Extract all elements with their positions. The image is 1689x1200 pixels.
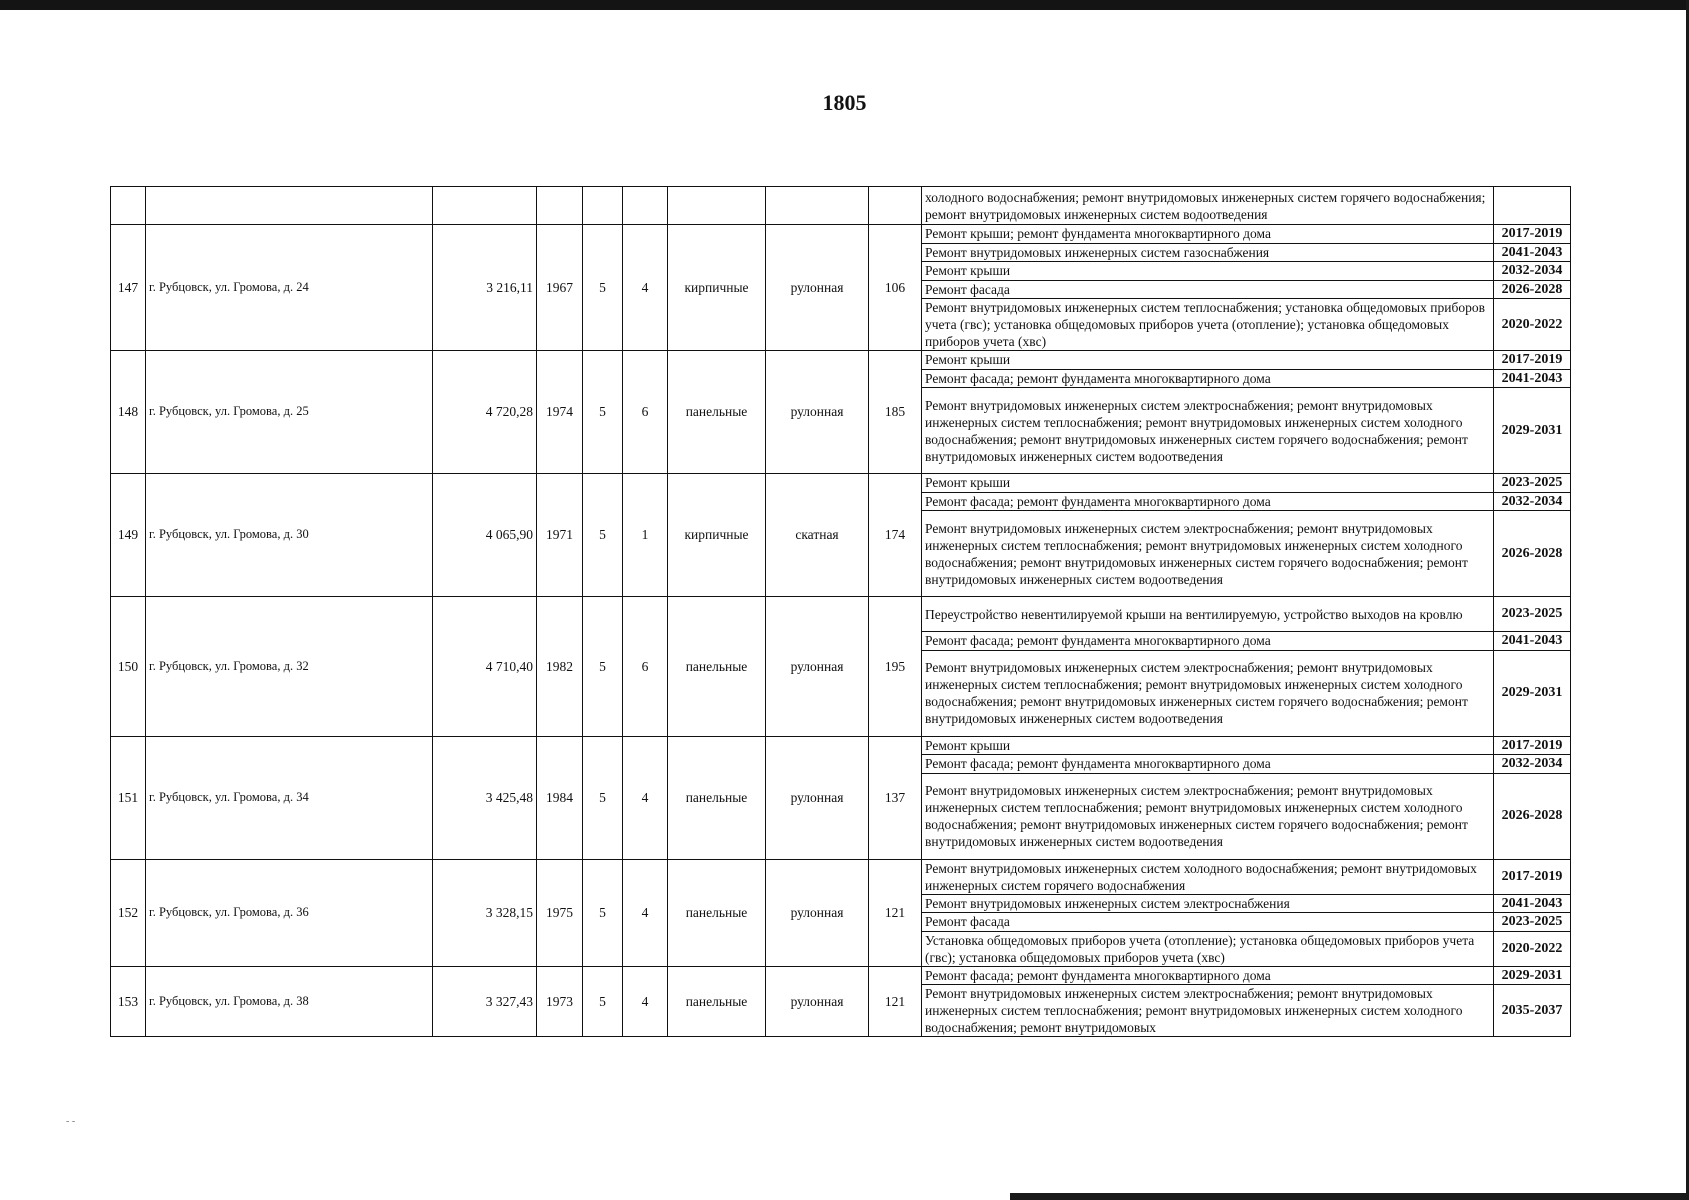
total-area: 3 216,11 bbox=[433, 225, 537, 351]
house-row bbox=[111, 966, 1571, 985]
row-number: 153 bbox=[111, 966, 146, 1037]
floor-count: 5 bbox=[583, 966, 623, 1037]
build-year: 1975 bbox=[537, 859, 583, 966]
work-description: Ремонт внутридомовых инженерных систем электроснабжения; ремонт внутридомовых инженерных систем теплоснабжения; ремонт внутридомовых инженерных систем холодного водоснабжения; ремонт внутридомовых инженерных систем горячего водоснабжения; ремонт внутридомовых инженерных систем водоотведения bbox=[922, 650, 1494, 736]
floor-count: 5 bbox=[583, 474, 623, 597]
work-description: Ремонт крыши bbox=[922, 736, 1494, 755]
entrance-count: 1 bbox=[623, 474, 668, 597]
work-period: 2041-2043 bbox=[1494, 894, 1571, 913]
scan-speck: - - bbox=[66, 1116, 76, 1127]
roof-type: рулонная bbox=[766, 736, 869, 859]
work-description: Ремонт крыши bbox=[922, 262, 1494, 281]
scan-edge-top bbox=[0, 0, 1689, 10]
work-period: 2020-2022 bbox=[1494, 931, 1571, 966]
work-description: Ремонт фасада bbox=[922, 913, 1494, 932]
total-area: 4 710,40 bbox=[433, 597, 537, 737]
wall-material: кирпичные bbox=[668, 474, 766, 597]
work-period: 2023-2025 bbox=[1494, 913, 1571, 932]
apartment-count: 185 bbox=[869, 351, 922, 474]
roof-type: рулонная bbox=[766, 966, 869, 1037]
work-description: Ремонт внутридомовых инженерных систем теплоснабжения; установка общедомовых приборов учета (гвс); установка общедомовых приборов учета (отопление); установка общедомовых приборов учета (хвс) bbox=[922, 299, 1494, 351]
register-body bbox=[111, 187, 1571, 1037]
floor-count: 5 bbox=[583, 736, 623, 859]
apartment-count: 121 bbox=[869, 859, 922, 966]
work-description: Ремонт фасада; ремонт фундамента многоквартирного дома bbox=[922, 966, 1494, 985]
work-period: 2035-2037 bbox=[1494, 985, 1571, 1037]
house-row bbox=[111, 736, 1571, 755]
work-description: Ремонт внутридомовых инженерных систем газоснабжения bbox=[922, 243, 1494, 262]
total-area: 3 425,48 bbox=[433, 736, 537, 859]
build-year: 1973 bbox=[537, 966, 583, 1037]
build-year: 1982 bbox=[537, 597, 583, 737]
work-description: Ремонт фасада; ремонт фундамента многоквартирного дома bbox=[922, 369, 1494, 388]
total-area: 3 328,15 bbox=[433, 859, 537, 966]
house-address: г. Рубцовск, ул. Громова, д. 25 bbox=[146, 351, 433, 474]
work-description: Ремонт внутридомовых инженерных систем электроснабжения; ремонт внутридомовых инженерных систем теплоснабжения; ремонт внутридомовых инженерных систем холодного водоснабжения; ремонт внутридомовых инженерных систем горячего водоснабжения; ремонт внутридомовых инженерных систем водоотведения bbox=[922, 773, 1494, 859]
wall-material: панельные bbox=[668, 597, 766, 737]
work-description: Ремонт внутридомовых инженерных систем электроснабжения; ремонт внутридомовых инженерных систем теплоснабжения; ремонт внутридомовых инженерных систем холодного водоснабжения; ремонт внутридомовых инженерных систем горячего водоснабжения; ремонт внутридомовых инженерных систем водоотведения bbox=[922, 388, 1494, 474]
continuation-row bbox=[111, 187, 1571, 225]
house-address: г. Рубцовск, ул. Громова, д. 30 bbox=[146, 474, 433, 597]
build-year: 1984 bbox=[537, 736, 583, 859]
wall-material: панельные bbox=[668, 966, 766, 1037]
page-number: 1805 bbox=[822, 90, 867, 115]
entrance-count: 4 bbox=[623, 859, 668, 966]
apartment-count: 106 bbox=[869, 225, 922, 351]
work-period: 2017-2019 bbox=[1494, 859, 1571, 894]
total-area: 3 327,43 bbox=[433, 966, 537, 1037]
work-period: 2032-2034 bbox=[1494, 492, 1571, 511]
apartment-count: 195 bbox=[869, 597, 922, 737]
floor-count: 5 bbox=[583, 351, 623, 474]
entrance-count: 4 bbox=[623, 966, 668, 1037]
work-description: Ремонт внутридомовых инженерных систем электроснабжения; ремонт внутридомовых инженерных систем теплоснабжения; ремонт внутридомовых инженерных систем холодного водоснабжения; ремонт внутридомовых bbox=[922, 985, 1494, 1037]
work-period: 2032-2034 bbox=[1494, 755, 1571, 774]
roof-type: рулонная bbox=[766, 225, 869, 351]
work-description: Ремонт внутридомовых инженерных систем холодного водоснабжения; ремонт внутридомовых инженерных систем горячего водоснабжения bbox=[922, 859, 1494, 894]
work-period: 2041-2043 bbox=[1494, 632, 1571, 651]
work-period: 2026-2028 bbox=[1494, 280, 1571, 299]
work-description: Переустройство невентилируемой крыши на вентилируемую, устройство выходов на кровлю bbox=[922, 597, 1494, 632]
roof-type: рулонная bbox=[766, 351, 869, 474]
work-period: 2017-2019 bbox=[1494, 225, 1571, 244]
row-number: 148 bbox=[111, 351, 146, 474]
work-period bbox=[1494, 187, 1571, 225]
house-row bbox=[111, 225, 1571, 244]
house-address: г. Рубцовск, ул. Громова, д. 38 bbox=[146, 966, 433, 1037]
build-year: 1971 bbox=[537, 474, 583, 597]
work-period: 2023-2025 bbox=[1494, 474, 1571, 493]
apartment-count: 137 bbox=[869, 736, 922, 859]
work-period: 2026-2028 bbox=[1494, 511, 1571, 597]
work-description: Ремонт крыши bbox=[922, 474, 1494, 493]
house-row bbox=[111, 351, 1571, 370]
house-address: г. Рубцовск, ул. Громова, д. 32 bbox=[146, 597, 433, 737]
build-year: 1967 bbox=[537, 225, 583, 351]
work-period: 2041-2043 bbox=[1494, 369, 1571, 388]
house-address: г. Рубцовск, ул. Громова, д. 24 bbox=[146, 225, 433, 351]
work-description: Ремонт крыши bbox=[922, 351, 1494, 370]
row-number: 152 bbox=[111, 859, 146, 966]
scan-edge-bottom bbox=[1010, 1193, 1689, 1200]
work-description: Ремонт внутридомовых инженерных систем электроснабжения bbox=[922, 894, 1494, 913]
apartment-count: 121 bbox=[869, 966, 922, 1037]
total-area: 4 720,28 bbox=[433, 351, 537, 474]
row-number: 149 bbox=[111, 474, 146, 597]
house-row bbox=[111, 597, 1571, 632]
entrance-count: 6 bbox=[623, 351, 668, 474]
house-row bbox=[111, 859, 1571, 894]
work-period: 2026-2028 bbox=[1494, 773, 1571, 859]
total-area: 4 065,90 bbox=[433, 474, 537, 597]
work-period: 2017-2019 bbox=[1494, 351, 1571, 370]
work-description: Ремонт фасада bbox=[922, 280, 1494, 299]
wall-material: панельные bbox=[668, 859, 766, 966]
row-number: 150 bbox=[111, 597, 146, 737]
wall-material: кирпичные bbox=[668, 225, 766, 351]
housing-repair-register-table bbox=[110, 186, 1571, 1037]
work-description: Ремонт фасада; ремонт фундамента многоквартирного дома bbox=[922, 492, 1494, 511]
work-period: 2029-2031 bbox=[1494, 966, 1571, 985]
entrance-count: 4 bbox=[623, 736, 668, 859]
work-period: 2041-2043 bbox=[1494, 243, 1571, 262]
work-description: Ремонт крыши; ремонт фундамента многоквартирного дома bbox=[922, 225, 1494, 244]
work-period: 2020-2022 bbox=[1494, 299, 1571, 351]
roof-type: рулонная bbox=[766, 859, 869, 966]
roof-type: скатная bbox=[766, 474, 869, 597]
work-description: Ремонт внутридомовых инженерных систем электроснабжения; ремонт внутридомовых инженерных систем теплоснабжения; ремонт внутридомовых инженерных систем холодного водоснабжения; ремонт внутридомовых инженерных систем горячего водоснабжения; ремонт внутридомовых инженерных систем водоотведения bbox=[922, 511, 1494, 597]
build-year: 1974 bbox=[537, 351, 583, 474]
house-row bbox=[111, 474, 1571, 493]
roof-type: рулонная bbox=[766, 597, 869, 737]
work-period: 2032-2034 bbox=[1494, 262, 1571, 281]
entrance-count: 4 bbox=[623, 225, 668, 351]
work-period: 2023-2025 bbox=[1494, 597, 1571, 632]
row-number: 147 bbox=[111, 225, 146, 351]
entrance-count: 6 bbox=[623, 597, 668, 737]
wall-material: панельные bbox=[668, 736, 766, 859]
work-description: Ремонт фасада; ремонт фундамента многоквартирного дома bbox=[922, 632, 1494, 651]
work-period: 2029-2031 bbox=[1494, 388, 1571, 474]
work-period: 2029-2031 bbox=[1494, 650, 1571, 736]
floor-count: 5 bbox=[583, 225, 623, 351]
work-period: 2017-2019 bbox=[1494, 736, 1571, 755]
work-description: Установка общедомовых приборов учета (отопление); установка общедомовых приборов учета (гвс); установка общедомовых приборов учета (хвс) bbox=[922, 931, 1494, 966]
apartment-count: 174 bbox=[869, 474, 922, 597]
wall-material: панельные bbox=[668, 351, 766, 474]
house-address: г. Рубцовск, ул. Громова, д. 36 bbox=[146, 859, 433, 966]
work-description: холодного водоснабжения; ремонт внутридомовых инженерных систем горячего водоснабжения; ремонт внутридомовых инженерных систем водоотведения bbox=[922, 187, 1494, 225]
work-description: Ремонт фасада; ремонт фундамента многоквартирного дома bbox=[922, 755, 1494, 774]
house-address: г. Рубцовск, ул. Громова, д. 34 bbox=[146, 736, 433, 859]
row-number: 151 bbox=[111, 736, 146, 859]
floor-count: 5 bbox=[583, 859, 623, 966]
floor-count: 5 bbox=[583, 597, 623, 737]
